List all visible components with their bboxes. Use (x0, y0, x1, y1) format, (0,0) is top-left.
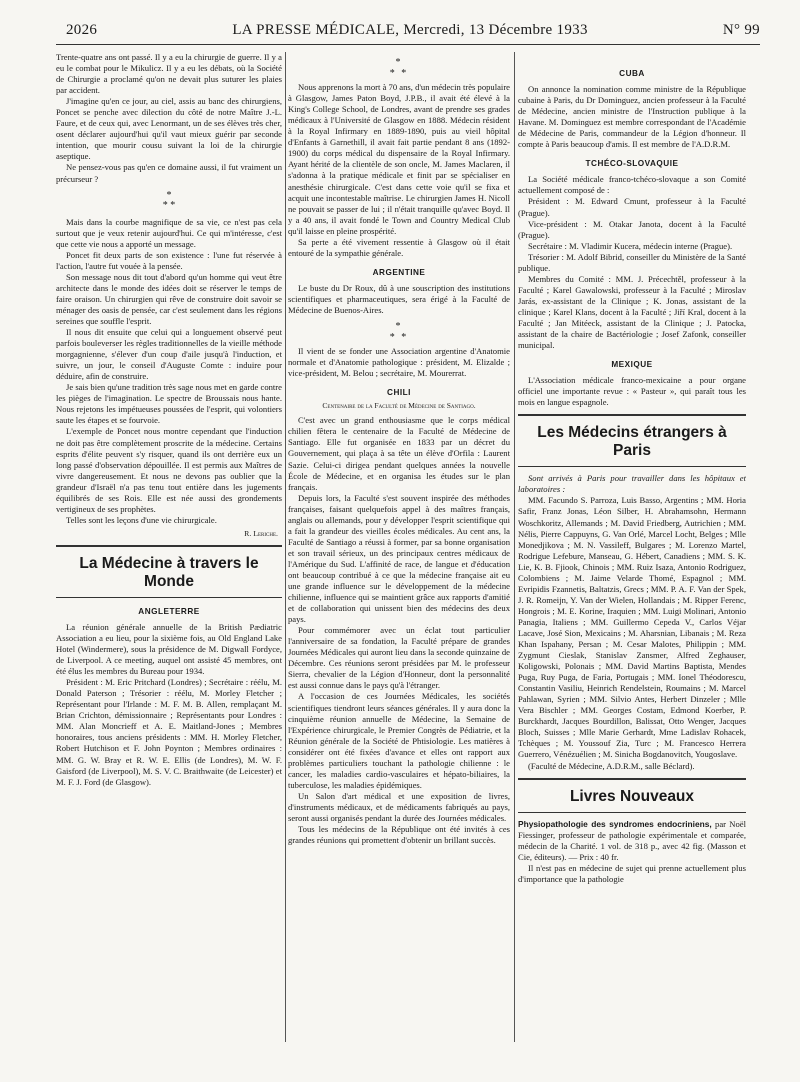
paragraph: Tous les médecins de la République ont été invités à ces grandes réunions qui promettent d'obtenir un brillant succès. (288, 824, 510, 846)
asterism: * * * (162, 189, 176, 211)
paragraph: Membres du Comité : MM. J. Précechtěl, professeur à la Faculté ; Karel Gawalowski, professeur à la Faculté ; Miroslav Jarás, ex-assistant de la Clinique ; K. Jonas, assistant de la clinique ; Karel Klans, docent à la Faculté ; Jiří Kral, docent à la Faculté ; Jan Mitéeck, assistant de la Clinique ; J. Patocka, assistant de la chaire de Bactériologie ; Josef Zafonk, conseiller municipal. (518, 273, 746, 351)
country-heading: ARGENTINE (372, 267, 426, 277)
paragraph: Vice-président : M. Otakar Janota, docent à la Faculté (Prague). (518, 218, 746, 240)
asterism: * * * (389, 57, 409, 80)
paragraph: Un Salon d'art médical et une exposition de livres, d'instruments médicaux, et de médicaments fabriqués au pays, seront aussi organisés pendant la durée des Journées médicales. (288, 790, 510, 823)
section-rule (518, 466, 746, 467)
book-details: par Noël Fiessinger, professeur de pathologie expérimentale et comparée, médecin de la Charité. 1 vol. de 318 p., avec 42 fig. (Masson et Cie, éditeurs). — Prix : 40 fr. (518, 818, 746, 862)
section-title: La Médecine à travers le Monde (79, 554, 259, 590)
paragraph: C'est avec un grand enthousiasme que le corps médical chilien fêtera le centenaire de la Faculté de Médecine de Santiago. Elle fut organisée en 1833 par un décret du Gouvernement, qui plaça à sa tête un élève d'Orfila : Laurent Sazie. Celui-ci dirigea pendant quelques années la nouvelle École de Médecine, et en organisa les études sur le plan français. (288, 415, 510, 492)
country-heading: TCHÉCO-SLOVAQUIE (585, 159, 679, 169)
paragraph: L'exemple de Poncet nous montre cependant que l'induction ne doit pas être complètement proscrite de la médecine. Certains esprits d'élite peuvent s'y risquer, quand ils ont derrière eux un long passé d'observation dépouillée. Il est permis aux Maîtres de vivre dangereusement. Et nous ne devons pas oublier que la grandeur d'Israël n'a pas tenu tout entière dans les jugements équilibrés de ses Rois. Elle est née aussi des grondements vertigineux de ses prophètes. (56, 426, 282, 514)
country-heading: ANGLETERRE (138, 606, 200, 616)
paragraph: Ne pensez-vous pas qu'en ce domaine aussi, il fut vraiment un précurseur ? (56, 162, 282, 184)
paragraph: (Faculté de Médecine, A.D.R.M., salle Béclard). (528, 760, 695, 771)
paragraph: Il nous dit ensuite que celui qui a longuement observé peut parfois bouleverser les règles traditionnelles de la vieille méthode morgagnienne, s'élever d'un coup d'aile jusqu'à l'induction, et suivre, un jour, le conseil d'Auguste Comte : induire pour déduire, afin de construire. (56, 327, 282, 382)
paragraph: MM. Facundo S. Parroza, Luis Basso, Argentins ; MM. Horia Safir, Franz Jonas, Léon Silber, H. Abrahamsohn, Hermann Woschkoritz, Allemands ; M. David Friedberg, Autrichien ; MM. Nélis, Pierre Cappuyns, G. Van Orlé, Marcel Locht, Belges ; Mlle Monedjikova ; M. N. Vassileff, Bulgares ; M. Lorenzo Martel, Rodrigue Lefebure, Manseau, G. Hébert, Canadiens ; MM. S. K. Lie, K. B. Fjiook, Chinois ; MM. Ruiz Isaza, Antonio Rodriguez, Colombiens ; M. Jaime Velarde Thomé, Espagnol ; MM. Evripidis Fzannetis, Baltatzis, Grecs ; MM. P. A. F. Van der Spek, J. R. Romeijn, Y. Van der Wielen, Hollandais ; M. Ripper Ferenc, Hongrois ; M. E. Korine, Iraquien ; MM. Luigi Molinari, Antonio Panagia, Italiens ; MM. Guillermo Cepeda V., Carlos Véjar Lacave, José Sion, Mexicains ; M. Aharsnian, Libanais ; M. Reza Khan Ispahany, Persan ; M. Cesar Malotes, Philippin ; MM. Zygmunt Cieslak, Stanislav Zansmer, Alfred Zeghauser, Koligowski, Polonais ; MM. David Martins Baptista, Mendes Puga, Ruy Puga, de Faria, Portugais ; MM. Ionel Théodorescu, Constantin Vasiliu, Heinrich Rendelstein, Roumains ; M. Marcel Pahlawan, Syrien ; MM. Silvio Antes, Herbert Dinzeler ; Mlle Vera Bischler ; MM. Georges Costam, Edmond Koerber, P. Burckhardt, Jacques Bourdillon, Balissat, Otto Wenger, Jacques Bloch, Suisses ; Mlle Marie Gerhardt, Mme Ladislav Rohacek, Tchèques ; M. Youssouf Zia, Turc ; M. Francesco Herrera Guerrero, Vénézuélien ; M. Sinicha Bogdanovitch, Yougoslave. (518, 495, 746, 760)
journal-title: LA PRESSE MÉDICALE, Mercredi, 13 Décembre 1933 (232, 22, 588, 38)
section-title: Livres Nouveaux (569, 787, 695, 805)
paragraph: Pour commémorer avec un éclat tout particulier l'anniversaire de sa fondation, la Faculté prépare de grandes Journées Médicales qui auront lieu dans la seconde quinzaine de Décembre. Ces réunions seront présidées par M. le professeur Sierra, chevalier de la Légion d'Honneur, dont la personnalité est aussi connue dans le pays qu'à l'étranger. (288, 625, 510, 691)
header-rule (56, 44, 760, 45)
country-heading: CHILI (387, 388, 411, 398)
page-number: 2026 (66, 22, 98, 38)
paragraph: Sa perte a été vivement ressentie à Glasgow où il était entouré de la sympathie générale. (288, 236, 510, 258)
paragraph: Son message nous dit tout d'abord qu'un homme qui veut être architecte dans le monde des idées doit se réserver le temps de faire oraison. Un chirurgien qui rêve de construire doit savoir se ménager des oasis de pensée, car c'est seulement dans les régions sereines que souffle l'esprit. (56, 271, 282, 326)
issue-number: N° 99 (722, 22, 760, 38)
paragraph: Secrétaire : M. Vladimir Kucera, médecin interne (Prague). (528, 240, 733, 251)
column-divider (285, 52, 286, 1042)
section-rule (518, 414, 746, 416)
paragraph: On annonce la nomination comme ministre de la République cubaine à Paris, du Dr Dominguez, ancien professeur à la Faculté de Médecine, ancien ministre de l'Instruction publique à la Havane. M. Dominguez est membre correspondant de l'Académie de Médecine de Paris, commandeur de la Légion d'honneur. Il compte à Paris beaucoup d'amis. Il est membre de l'A.D.R.M. (518, 84, 746, 150)
paragraph: L'Association médicale franco-mexicaine a pour organe officiel une importante revue : « Pasteur », qui paraît tous les mois en langue espagnole. (518, 375, 746, 408)
signature: R. Leriche. (244, 528, 278, 538)
column-2 (288, 52, 510, 1042)
paragraph: Le buste du Dr Roux, dû à une souscription des institutions scientifiques et pharmaceutiques, sera érigé à la Faculté de Médecine de Buenos-Aires. (288, 282, 510, 315)
section-rule (518, 812, 746, 813)
paragraph: La réunion générale annuelle de la British Pædiatric Association a eu lieu, pour la sixième fois, au Old England Lake Hotel (Windermere), sous la présidence de M. Digwall Fordyce, de Liverpool. A ce meeting, auquel ont assisté 45 membres, ont été élus les membres du Bureau pour 1934. (56, 621, 282, 677)
paragraph: J'imagine qu'en ce jour, au ciel, assis au banc des chirurgiens, Poncet se penche avec dilection du côté de notre Maître J.-L. Faure, et de ceux qui, avec Lenormant, un de ses élèves très cher, osent déclarer aujourd'hui qu'il vaut mieux guérir par seconde intention, que mourir cousu suivant la loi de la chirurgie aseptique. (56, 96, 282, 162)
paragraph: Il n'est pas en médecine de sujet qui prenne actuellement plus d'importance que la pathologie (518, 862, 746, 884)
asterism: * * * (389, 321, 409, 344)
column-1 (56, 52, 282, 1042)
paragraph: Il vient de se fonder une Association argentine d'Anatomie normale et d'Anatomie pathologique : président, M. Elizalde ; vice-président, M. Belou ; secrétaire, M. Mourerrat. (288, 346, 510, 379)
column-3 (518, 52, 746, 1042)
country-heading: MEXIQUE (611, 360, 653, 370)
paragraph: Président : M. Eric Pritchard (Londres) ; Secrétaire : réélu, M. Donald Paterson ; Trésorier : réélu, M. Morley Fletcher ; Représentant pour l'Irlande : M. F. M. B. Allen, remplaçant M. Brian Crichton, démissionnaire ; Représentants pour Londres : MM. Alan Moncrieff et A. E. Maitland-Jones ; Membres honoraires, tous anciens présidents : MM. H. Morley Fletcher, Robert Hutchison et F. John Poynton ; Membres ordinaires : MM. G. W. Bray et R. W. E. Ellis (de Londres), M. W. F. Gaisford (de Liverpool), M. S. V. C. Braithwaite (de Leicester) et M. F. J. Ford (de Glasgow). (56, 677, 282, 787)
paragraph: Mais dans la courbe magnifique de sa vie, ce n'est pas cela surtout que je veux retenir aujourd'hui. Ce qui m'intéresse, c'est que cette vie nous a apporté un message. (56, 216, 282, 249)
book-entry (518, 819, 746, 863)
paragraph: Président : M. Edward Cmunt, professeur à la Faculté (Prague). (518, 196, 746, 218)
subheading: Centenaire de la Faculté de Médecine de Santiago. (322, 401, 476, 411)
paragraph: Depuis lors, la Faculté s'est souvent inspirée des méthodes françaises, faisant quelquefois appel à des maîtres français, anglais ou allemands, pour y développer l'esprit scientifique qui a fait la grandeur des vieilles écoles médicales. Au cent ans, la Faculté de Santiago a réussi à former, par sa bonne organisation et son travail sérieux, un des principaux centres médicaux de l'Amérique du Sud. L'affinité de race, de langue et d'éducation ont beaucoup contribué à ce que la médecine française ait eu une grande influence sur le développement de la médecine chilienne, influence qui se maintient grâce aux rapports d'amitié et de collaboration qui unissent bien des médecins des deux pays. (288, 492, 510, 625)
paragraph: A l'occasion de ces Journées Médicales, les sociétés scientifiques tiendront leurs séances générales. Il y aura donc la cinquième réunion annuelle de Médecine, la Semaine de l'Expérience chirurgicale, le Premier Congrès de Pédiatrie, et la Réunion générale de la Société de Phtisiologie. Les matières à considérer ont été fixées d'avance et elles ont rapport aux problèmes particuliers touchant la pathologie chilienne : le cancer, les maladies cardio-vasculaires et hépato-biliaires, la tuberculose, les maladies épidémiques. (288, 691, 510, 790)
section-title: Les Médecins étrangers à Paris (537, 424, 727, 460)
country-heading: CUBA (619, 69, 645, 78)
section-rule (56, 597, 282, 598)
section-rule (56, 545, 282, 547)
section-rule (518, 778, 746, 780)
paragraph: Je sais bien qu'une tradition très sage nous met en garde contre les pièges de l'imagination. Le spectre de Broussais nous hante. Nous rejetons les impétueuses poussées de l'esprit, qui volontiers saute les étapes et se fourvoie. (56, 382, 282, 426)
paragraph: Trente-quatre ans ont passé. Il y a eu la chirurgie de guerre. Il y a eu le combat pour le Mikulicz. Il y a eu les débats, où la Société de Chirurgie a proclamé qu'on ne devait plus suturer les plaies par accident. (56, 52, 282, 96)
paragraph: La Société médicale franco-tchéco-slovaque a son Comité actuellement composé de : (518, 174, 746, 196)
page-header (66, 22, 760, 42)
paragraph: Telles sont les leçons d'une vie chirurgicale. (66, 514, 217, 525)
paragraph: Nous apprenons la mort à 70 ans, d'un médecin très populaire à Glasgow, James Paton Boyd, J.P.B., il avait été élevé à la King's College School, de Londres, avant de prendre ses grades médicaux à l'Université de Glasgow en 1888. Médecin résident à la Royal Infirmary en 1889-1890, puis au vieil hôpital d'Enfants à Garnethill, il avait fait partie pendant 8 ans (1892-1900) du corps médical du dispensaire de la Royal Infirmary. Ayant hérité de la clientèle de son oncle, M. James Maclaren, il s'adonna à la pratique médicale et finit par se spécialiser en anesthésie chirurgicale. C'est dans cette voie qu'il se fixa et acquit une incontestable maîtrise. Le chirurgien James H. Nicoll ne pouvait se passer de lui ; il n'était tranquille qu'avec Boyd. Il y a 40 ans, il avait fondé le Town and Country Medical Club qu'il laisse en pleine prospérité. (288, 82, 510, 236)
column-divider (514, 52, 515, 1042)
book-title: Physiopathologie des syndromes endocriniens, (518, 818, 712, 829)
paragraph: Sont arrivés à Paris pour travailler dans les hôpitaux et laboratoires : (518, 473, 746, 495)
paragraph: Trésorier : M. Adolf Bibrid, conseiller du Ministère de la Santé publique. (518, 251, 746, 273)
paragraph: Poncet fit deux parts de son existence : l'une fut réservée à l'action, l'autre fut vouée à la pensée. (56, 249, 282, 271)
